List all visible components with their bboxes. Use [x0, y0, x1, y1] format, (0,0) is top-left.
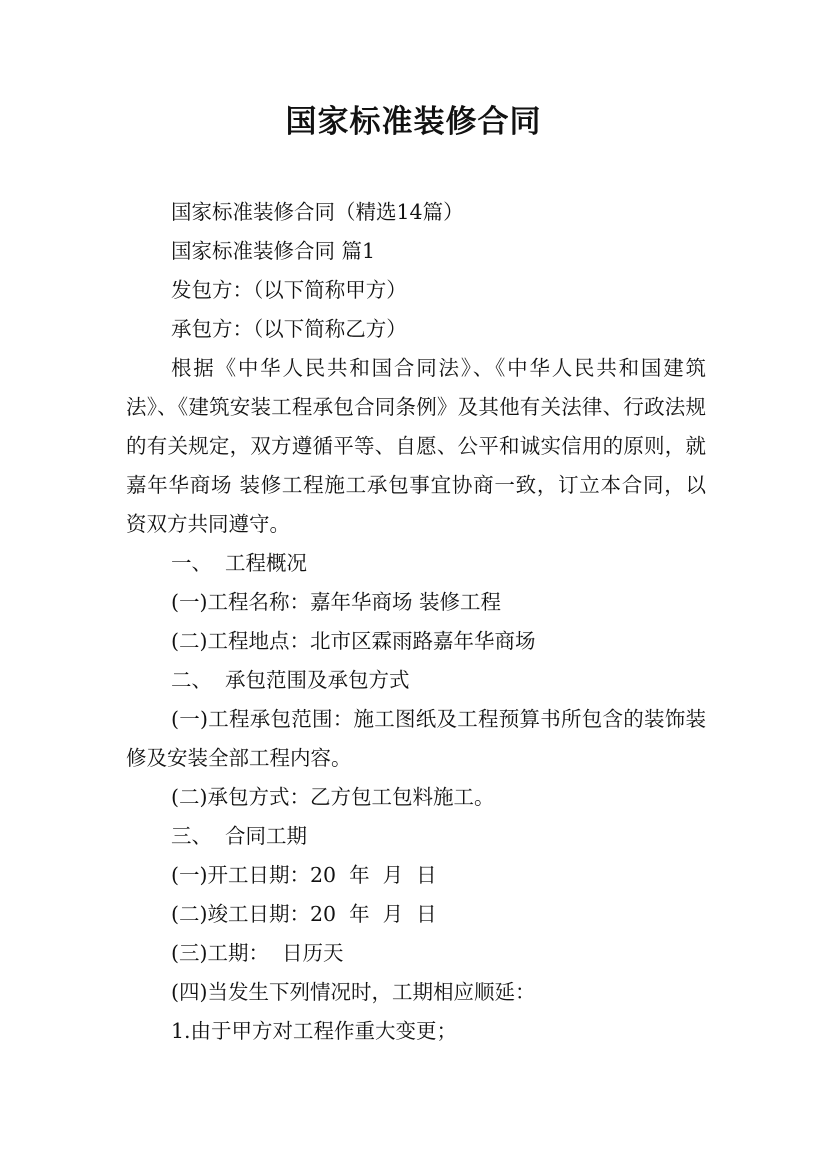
paragraph-contract-method: (二)承包方式：乙方包工包料施工。 [171, 785, 495, 809]
paragraph-condition-1: 1.由于甲方对工程作重大变更； [171, 1019, 458, 1043]
paragraph-scope: (一)工程承包范围：施工图纸及工程预算书所包含的装饰装修及安装全部工程内容。 [126, 707, 706, 770]
document-body [126, 193, 706, 1051]
paragraph-section-heading: 国家标准装修合同 篇1 [171, 239, 376, 263]
paragraph-party-b: 承包方：（以下简称乙方） [171, 317, 407, 341]
paragraph-extension-conditions: (四)当发生下列情况时，工期相应顺延： [171, 980, 536, 1004]
paragraph-heading-period: 三、 合同工期 [171, 824, 308, 848]
paragraph-project-name: (一)工程名称：嘉年华商场 装修工程 [171, 590, 502, 614]
paragraph-duration: (三)工期： 日历天 [171, 941, 344, 965]
document-title: 国家标准装修合同 [285, 104, 542, 140]
paragraph-heading-scope: 二、 承包范围及承包方式 [171, 668, 410, 692]
paragraph-party-a: 发包方：（以下简称甲方） [171, 278, 407, 302]
paragraph-start-date: (一)开工日期：20 年 月 日 [171, 863, 437, 887]
paragraph-preamble: 根据《中华人民共和国合同法》、《中华人民共和国建筑法》、《建筑安装工程承包合同条例》及其他有关法律、行政法规的有关规定，双方遵循平等、自愿、公平和诚实信用的原则，就嘉年华商场 装修工程施工承包事宜协商一致，订立本合同，以资双方共同遵守。 [126, 356, 706, 536]
paragraph-subtitle: 国家标准装修合同（精选14篇） [171, 200, 464, 224]
paragraph-heading-overview: 一、 工程概况 [171, 551, 308, 575]
paragraph-project-location: (二)工程地点：北市区霖雨路嘉年华商场 [171, 629, 536, 653]
paragraph-completion-date: (二)竣工日期：20 年 月 日 [171, 902, 437, 926]
